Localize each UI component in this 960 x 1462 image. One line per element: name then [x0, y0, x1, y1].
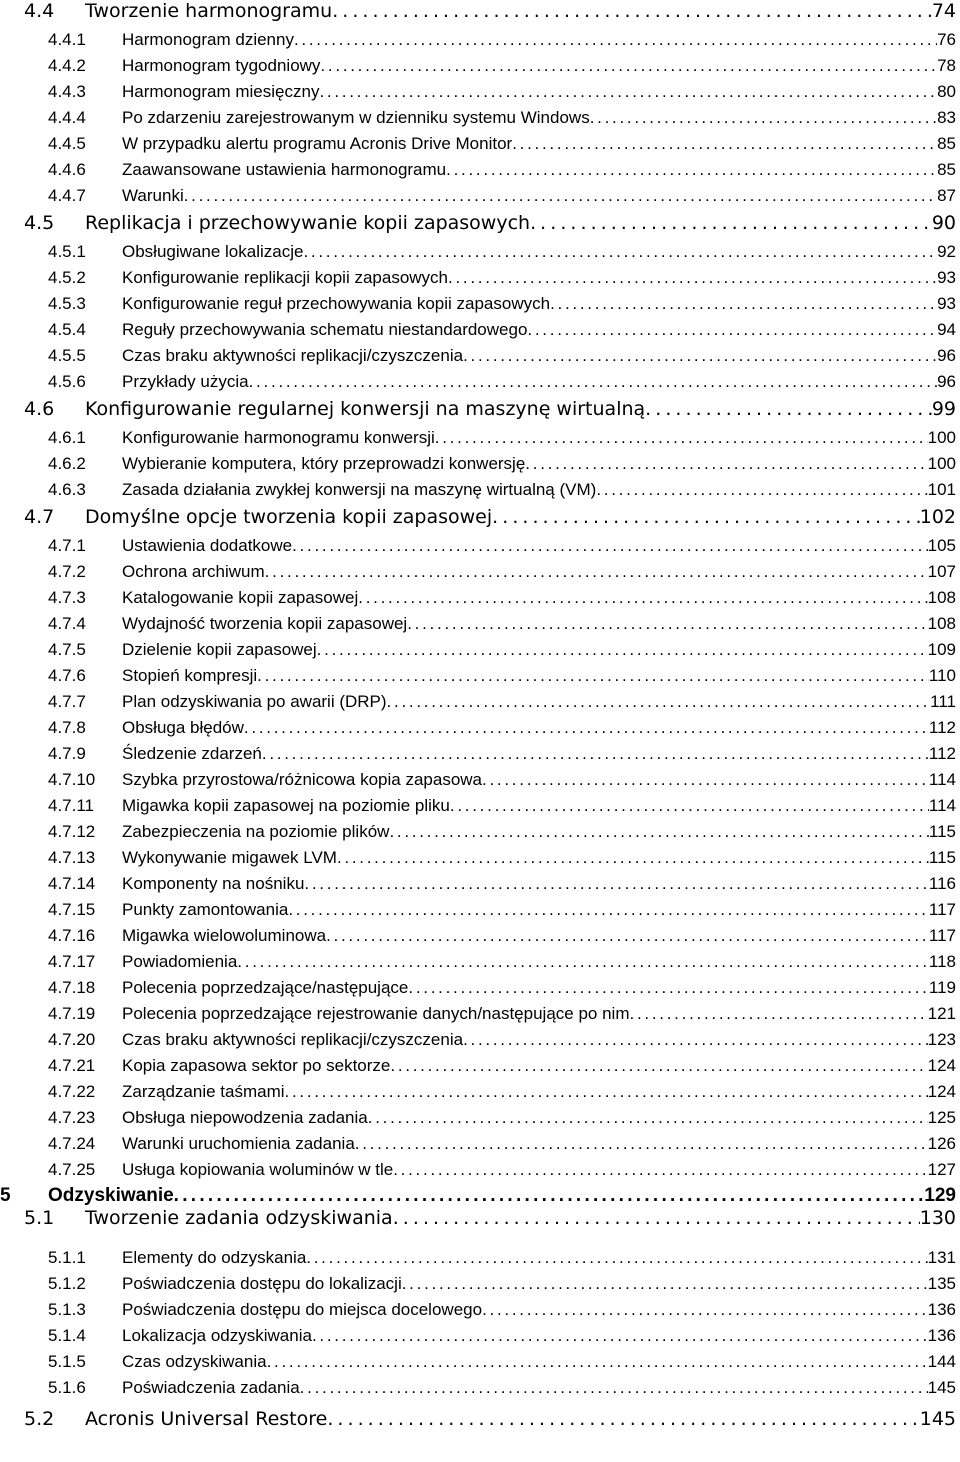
toc-entry[interactable] — [0, 796, 960, 816]
toc-leader-dots — [530, 212, 932, 234]
toc-entry[interactable] — [0, 134, 960, 154]
toc-entry[interactable] — [0, 1030, 960, 1050]
toc-entry[interactable] — [0, 1207, 960, 1229]
toc-entry[interactable] — [0, 1326, 960, 1346]
toc-entry[interactable] — [0, 454, 960, 474]
toc-entry[interactable] — [0, 186, 960, 206]
toc-leader-dots — [463, 1030, 928, 1050]
toc-page-number: 112 — [928, 718, 956, 737]
toc-leader-dots — [303, 242, 937, 262]
toc-entry-number: 4.4.6 — [48, 160, 86, 179]
toc-entry-number: 4.7.14 — [48, 874, 96, 893]
toc-entry-number: 5.1.6 — [48, 1378, 86, 1397]
toc-entry-title: Harmonogram miesięczny — [122, 82, 320, 101]
toc-entry-title: Domyślne opcje tworzenia kopii zapasowej — [85, 506, 493, 528]
toc-entry-title: Zarządzanie taśmami — [122, 1082, 285, 1101]
toc-entry-title: Ochrona archiwum — [122, 562, 265, 581]
toc-entry-title: Konfigurowanie replikacji kopii zapasowych — [122, 268, 449, 287]
toc-page-number: 109 — [927, 640, 956, 659]
toc-entry[interactable] — [0, 848, 960, 868]
toc-leader-dots — [319, 82, 937, 102]
toc-entry[interactable] — [0, 1378, 960, 1398]
toc-leader-dots — [387, 692, 931, 712]
toc-entry-number: 4.7.3 — [48, 588, 86, 607]
toc-page-number: 129 — [924, 1185, 956, 1206]
toc-entry-title: Po zdarzeniu zarejestrowanym w dzienniku systemu Windows — [122, 108, 590, 127]
toc-entry[interactable] — [0, 480, 960, 500]
toc-entry-number: 4.5 — [24, 212, 55, 234]
toc-page-number: 74 — [931, 0, 956, 22]
toc-entry-number: 4.7.6 — [48, 666, 86, 685]
toc-entry-title: Plan odzyskiwania po awarii (DRP) — [122, 692, 387, 711]
toc-page-number: 76 — [937, 30, 956, 49]
toc-leader-dots — [630, 1004, 928, 1024]
toc-entry-title: Harmonogram tygodniowy — [122, 56, 321, 75]
toc-entry-title: Szybka przyrostowa/różnicowa kopia zapasowa — [122, 770, 483, 789]
toc-page-number: 100 — [927, 454, 956, 473]
toc-page-number: 102 — [919, 506, 956, 528]
toc-page-number: 118 — [928, 952, 956, 971]
toc-entry-number: 4.7.12 — [48, 822, 96, 841]
toc-page-number: 110 — [928, 666, 956, 685]
toc-page-number: 108 — [927, 588, 956, 607]
toc-entry-title: Lokalizacja odzyskiwania — [122, 1326, 312, 1345]
toc-entry[interactable] — [0, 1248, 960, 1268]
toc-page-number: 127 — [927, 1160, 956, 1179]
toc-leader-dots — [244, 718, 929, 738]
toc-entry[interactable] — [0, 428, 960, 448]
toc-entry-number: 5.1.1 — [48, 1248, 86, 1267]
toc-page-number: 124 — [927, 1082, 956, 1101]
toc-leader-dots — [288, 900, 929, 920]
toc-leader-dots — [332, 0, 932, 22]
toc-page-number: 80 — [937, 82, 956, 101]
toc-entry-title: Kopia zapasowa sektor po sektorze — [122, 1056, 391, 1075]
toc-entry[interactable] — [0, 294, 960, 314]
toc-entry[interactable] — [0, 212, 960, 234]
toc-entry[interactable] — [0, 1004, 960, 1024]
toc-entry-title: Wykonywanie migawek LVM — [122, 848, 337, 867]
toc-page-number: 126 — [927, 1134, 956, 1153]
toc-entry-number: 5.2 — [24, 1408, 55, 1430]
toc-page-number: 115 — [928, 848, 956, 867]
toc-entry-title: Poświadczenia dostępu do lokalizacji — [122, 1274, 402, 1293]
toc-entry-number: 5.1.2 — [48, 1274, 86, 1293]
toc-entry-title: Ustawienia dodatkowe — [122, 536, 293, 555]
toc-leader-dots — [355, 1134, 928, 1154]
toc-entry-title: Polecenia poprzedzające/następujące — [122, 978, 409, 997]
toc-entry-number: 4.5.2 — [48, 268, 86, 287]
toc-entry-title: Przykłady użycia — [122, 372, 249, 391]
toc-entry-title: Usługa kopiowania woluminów w tle — [122, 1160, 394, 1179]
toc-page-number: 145 — [919, 1408, 956, 1430]
toc-leader-dots — [407, 614, 927, 634]
toc-entry-number: 4.4.3 — [48, 82, 86, 101]
toc-leader-dots — [184, 186, 937, 206]
toc-page-number: 93 — [937, 294, 956, 313]
toc-entry[interactable] — [0, 56, 960, 76]
toc-entry-number: 4.7.7 — [48, 692, 86, 711]
toc-page-number: 85 — [937, 160, 956, 179]
toc-leader-dots — [265, 562, 928, 582]
toc-page-number: 119 — [928, 978, 956, 997]
toc-leader-dots — [337, 848, 929, 868]
toc-entry[interactable] — [0, 536, 960, 556]
toc-entry[interactable] — [0, 1408, 960, 1430]
toc-page-number: 117 — [928, 900, 956, 919]
toc-entry-title: Tworzenie harmonogramu — [85, 0, 333, 22]
toc-page-number: 108 — [927, 614, 956, 633]
toc-entry-title: Katalogowanie kopii zapasowej — [122, 588, 359, 607]
toc-entry[interactable] — [0, 398, 960, 420]
toc-page-number: 114 — [928, 770, 956, 789]
toc-entry-number: 5.1.5 — [48, 1352, 86, 1371]
toc-entry-number: 4.7.13 — [48, 848, 96, 867]
toc-page-number: 135 — [927, 1274, 956, 1293]
toc-page-number: 94 — [937, 320, 956, 339]
toc-leader-dots — [390, 1056, 927, 1076]
toc-leader-dots — [368, 1108, 928, 1128]
toc-entry-title: Tworzenie zadania odzyskiwania — [85, 1207, 393, 1229]
toc-page-number: 100 — [927, 428, 956, 447]
toc-leader-dots — [482, 770, 929, 790]
toc-entry-number: 5 — [0, 1185, 11, 1206]
toc-entry-title: Polecenia poprzedzające rejestrowanie danych/następujące po nim — [122, 1004, 630, 1023]
toc-entry[interactable] — [0, 30, 960, 50]
toc-entry-title: Warunki — [122, 186, 184, 205]
toc-entry-number: 4.6.1 — [48, 428, 86, 447]
toc-entry-number: 4.7.25 — [48, 1160, 96, 1179]
toc-entry[interactable] — [0, 770, 960, 790]
toc-entry[interactable] — [0, 744, 960, 764]
toc-entry[interactable] — [0, 900, 960, 920]
toc-entry[interactable] — [0, 614, 960, 634]
toc-entry-title: Zasada działania zwykłej konwersji na maszynę wirtualną (VM) — [122, 480, 597, 499]
toc-page-number: 96 — [937, 372, 956, 391]
toc-entry[interactable] — [0, 108, 960, 128]
toc-page-number: 144 — [927, 1352, 956, 1371]
toc-page-number: 96 — [937, 346, 956, 365]
toc-entry[interactable] — [0, 372, 960, 392]
toc-entry-title: Zaawansowane ustawienia harmonogramu — [122, 160, 447, 179]
toc-entry-number: 4.5.6 — [48, 372, 86, 391]
toc-leader-dots — [327, 1408, 919, 1430]
toc-leader-dots — [393, 1160, 927, 1180]
toc-entry-number: 4.7.19 — [48, 1004, 96, 1023]
toc-entry-number: 4.7.24 — [48, 1134, 96, 1153]
toc-page-number: 145 — [927, 1378, 956, 1397]
toc-entry-number: 4.6.3 — [48, 480, 86, 499]
toc-entry-number: 5.1 — [24, 1207, 55, 1229]
toc-entry-title: Migawka kopii zapasowej na poziomie pliku — [122, 796, 450, 815]
toc-entry[interactable] — [0, 0, 960, 22]
toc-page-number: 87 — [937, 186, 956, 205]
toc-entry-title: Śledzenie zdarzeń — [122, 744, 262, 763]
toc-entry[interactable] — [0, 82, 960, 102]
toc-entry-number: 5.1.3 — [48, 1300, 86, 1319]
toc-entry-title: Konfigurowanie reguł przechowywania kopii zapasowych — [122, 294, 551, 313]
toc-leader-dots — [389, 822, 928, 842]
toc-leader-dots — [590, 108, 937, 128]
toc-entry-number: 4.4.4 — [48, 108, 86, 127]
toc-entry-title: Wydajność tworzenia kopii zapasowej — [122, 614, 408, 633]
toc-entry[interactable] — [0, 506, 960, 528]
toc-leader-dots — [550, 294, 937, 314]
toc-page-number: 117 — [928, 926, 956, 945]
toc-page-number: 83 — [937, 108, 956, 127]
toc-leader-dots — [512, 134, 937, 154]
toc-entry-title: Elementy do odzyskania — [122, 1248, 307, 1267]
toc-entry[interactable] — [0, 1134, 960, 1154]
toc-entry-number: 5.1.4 — [48, 1326, 86, 1345]
toc-page-number: 93 — [937, 268, 956, 287]
toc-entry[interactable] — [0, 1274, 960, 1294]
toc-entry-title: Czas braku aktywności replikacji/czyszczenia — [122, 346, 464, 365]
toc-leader-dots — [285, 1082, 928, 1102]
toc-entry-title: Wybieranie komputera, który przeprowadzi konwersję — [122, 454, 526, 473]
toc-entry-number: 4.4.1 — [48, 30, 86, 49]
toc-entry-number: 4.5.3 — [48, 294, 86, 313]
toc-leader-dots — [174, 1185, 925, 1207]
toc-page-number: 115 — [928, 822, 956, 841]
toc-entry-title: Czas braku aktywności replikacji/czyszczenia — [122, 1030, 464, 1049]
toc-entry-number: 4.7.9 — [48, 744, 86, 763]
toc-entry-number: 4.5.4 — [48, 320, 86, 339]
toc-leader-dots — [492, 506, 920, 528]
toc-page-number: 125 — [927, 1108, 956, 1127]
toc-leader-dots — [312, 1326, 928, 1346]
toc-entry-title: Stopień kompresji — [122, 666, 258, 685]
toc-entry[interactable] — [0, 588, 960, 608]
toc-leader-dots — [645, 398, 932, 420]
toc-page-number: 136 — [927, 1300, 956, 1319]
toc-leader-dots — [525, 454, 927, 474]
toc-entry[interactable] — [0, 1160, 960, 1180]
toc-leader-dots — [435, 428, 928, 448]
toc-entry[interactable] — [0, 1056, 960, 1076]
toc-entry-title: Poświadczenia dostępu do miejsca docelowego — [122, 1300, 483, 1319]
toc-page-number: 101 — [927, 480, 956, 499]
toc-entry-title: Komponenty na nośniku — [122, 874, 305, 893]
toc-entry[interactable] — [0, 1352, 960, 1372]
toc-leader-dots — [358, 588, 927, 608]
toc-entry-title: W przypadku alertu programu Acronis Drive Monitor — [122, 134, 513, 153]
toc-entry-number: 4.7.8 — [48, 718, 86, 737]
toc-entry[interactable] — [0, 692, 960, 712]
toc-page-number: 111 — [930, 692, 956, 711]
toc-entry[interactable] — [0, 874, 960, 894]
toc-entry[interactable] — [0, 242, 960, 262]
toc-page-number: 105 — [927, 536, 956, 555]
toc-leader-dots — [527, 320, 937, 340]
toc-leader-dots — [408, 978, 929, 998]
toc-entry-number: 4.4.7 — [48, 186, 86, 205]
toc-leader-dots — [249, 372, 937, 392]
toc-page-number: 90 — [931, 212, 956, 234]
toc-page-number: 92 — [937, 242, 956, 261]
toc-entry-title: Migawka wielowoluminowa — [122, 926, 327, 945]
toc-entry-title: Odzyskiwanie — [48, 1185, 174, 1206]
toc-entry-title: Obsługa niepowodzenia zadania — [122, 1108, 368, 1127]
toc-leader-dots — [257, 666, 929, 686]
toc-leader-dots — [306, 1248, 927, 1268]
toc-entry-number: 4.7.4 — [48, 614, 86, 633]
toc-entry-title: Poświadczenia zadania — [122, 1378, 300, 1397]
toc-entry-title: Reguły przechowywania schematu niestandardowego — [122, 320, 528, 339]
toc-leader-dots — [402, 1274, 928, 1294]
toc-entry-number: 4.7.20 — [48, 1030, 96, 1049]
toc-page-number: 112 — [928, 744, 956, 763]
toc-entry-number: 4.7.1 — [48, 536, 86, 555]
toc-leader-dots — [317, 640, 928, 660]
toc-entry-number: 4.7.23 — [48, 1108, 96, 1127]
toc-leader-dots — [294, 30, 937, 50]
toc-entry[interactable] — [0, 562, 960, 582]
toc-entry-number: 4.7.2 — [48, 562, 86, 581]
toc-entry-number: 4.7.17 — [48, 952, 96, 971]
toc-entry[interactable] — [0, 926, 960, 946]
toc-entry-title: Powiadomienia — [122, 952, 238, 971]
toc-entry-number: 4.7.15 — [48, 900, 96, 919]
toc-leader-dots — [482, 1300, 928, 1320]
toc-entry-number: 4.6.2 — [48, 454, 86, 473]
toc-entry-title: Warunki uruchomienia zadania — [122, 1134, 355, 1153]
toc-leader-dots — [300, 1378, 928, 1398]
toc-leader-dots — [596, 480, 927, 500]
toc-page-number: 130 — [919, 1207, 956, 1229]
toc-leader-dots — [463, 346, 937, 366]
toc-entry[interactable] — [0, 268, 960, 288]
toc-entry-number: 4.5.1 — [48, 242, 86, 261]
toc-entry[interactable] — [0, 346, 960, 366]
toc-entry[interactable] — [0, 1082, 960, 1102]
toc-page-number: 85 — [937, 134, 956, 153]
toc-leader-dots — [446, 160, 937, 180]
toc-leader-dots — [448, 268, 937, 288]
toc-leader-dots — [292, 536, 928, 556]
toc-entry-number: 4.7.18 — [48, 978, 96, 997]
toc-page-number: 78 — [937, 56, 956, 75]
toc-entry[interactable] — [0, 160, 960, 180]
toc-entry-number: 4.7.10 — [48, 770, 96, 789]
toc-page-number: 131 — [927, 1248, 956, 1267]
toc-leader-dots — [267, 1352, 928, 1372]
toc-leader-dots — [262, 744, 929, 764]
toc-leader-dots — [320, 56, 937, 76]
toc-entry[interactable] — [0, 978, 960, 998]
toc-entry-number: 4.7.16 — [48, 926, 96, 945]
toc-entry[interactable] — [0, 952, 960, 972]
toc-entry-number: 4.7 — [24, 506, 55, 528]
toc-entry-number: 4.7.11 — [48, 796, 95, 815]
toc-entry-title: Replikacja i przechowywanie kopii zapasowych — [85, 212, 531, 234]
toc-leader-dots — [304, 874, 928, 894]
toc-entry-title: Czas odzyskiwania — [122, 1352, 267, 1371]
toc-leader-dots — [393, 1207, 920, 1229]
toc-entry[interactable] — [0, 1300, 960, 1320]
toc-entry-number: 4.7.22 — [48, 1082, 96, 1101]
toc-entry[interactable] — [0, 666, 960, 686]
toc-leader-dots — [237, 952, 929, 972]
toc-entry-title: Konfigurowanie harmonogramu konwersji — [122, 428, 435, 447]
toc-page-number: 107 — [927, 562, 956, 581]
toc-entry-title: Obsługiwane lokalizacje — [122, 242, 304, 261]
toc-page-number: 99 — [931, 398, 956, 420]
toc-entry-number: 4.4.2 — [48, 56, 86, 75]
toc-entry-number: 4.7.21 — [48, 1056, 96, 1075]
toc-entry-number: 4.4.5 — [48, 134, 86, 153]
toc-leader-dots — [326, 926, 929, 946]
toc-entry-title: Zabezpieczenia na poziomie plików — [122, 822, 390, 841]
toc-entry[interactable] — [0, 1185, 960, 1207]
toc-entry-title: Dzielenie kopii zapasowej — [122, 640, 317, 659]
toc-entry-number: 4.5.5 — [48, 346, 86, 365]
toc-entry-number: 4.7.5 — [48, 640, 86, 659]
toc-entry[interactable] — [0, 718, 960, 738]
toc-entry-title: Acronis Universal Restore — [85, 1408, 328, 1430]
toc-entry-title: Punkty zamontowania — [122, 900, 289, 919]
toc-page-number: 123 — [927, 1030, 956, 1049]
toc-page-number: 121 — [927, 1004, 956, 1023]
toc-page-number: 124 — [927, 1056, 956, 1075]
toc-entry-title: Konfigurowanie regularnej konwersji na maszynę wirtualną — [85, 398, 646, 420]
toc-leader-dots — [450, 796, 929, 816]
toc-entry-title: Obsługa błędów — [122, 718, 244, 737]
toc-page-number: 114 — [928, 796, 956, 815]
toc-entry-title: Harmonogram dzienny — [122, 30, 294, 49]
toc-entry[interactable] — [0, 1108, 960, 1128]
toc-entry[interactable] — [0, 640, 960, 660]
toc-entry[interactable] — [0, 822, 960, 842]
toc-entry[interactable] — [0, 320, 960, 340]
toc-entry-number: 4.6 — [24, 398, 55, 420]
toc-page-number: 136 — [927, 1326, 956, 1345]
toc-entry-number: 4.4 — [24, 0, 55, 22]
toc-page-number: 116 — [928, 874, 956, 893]
